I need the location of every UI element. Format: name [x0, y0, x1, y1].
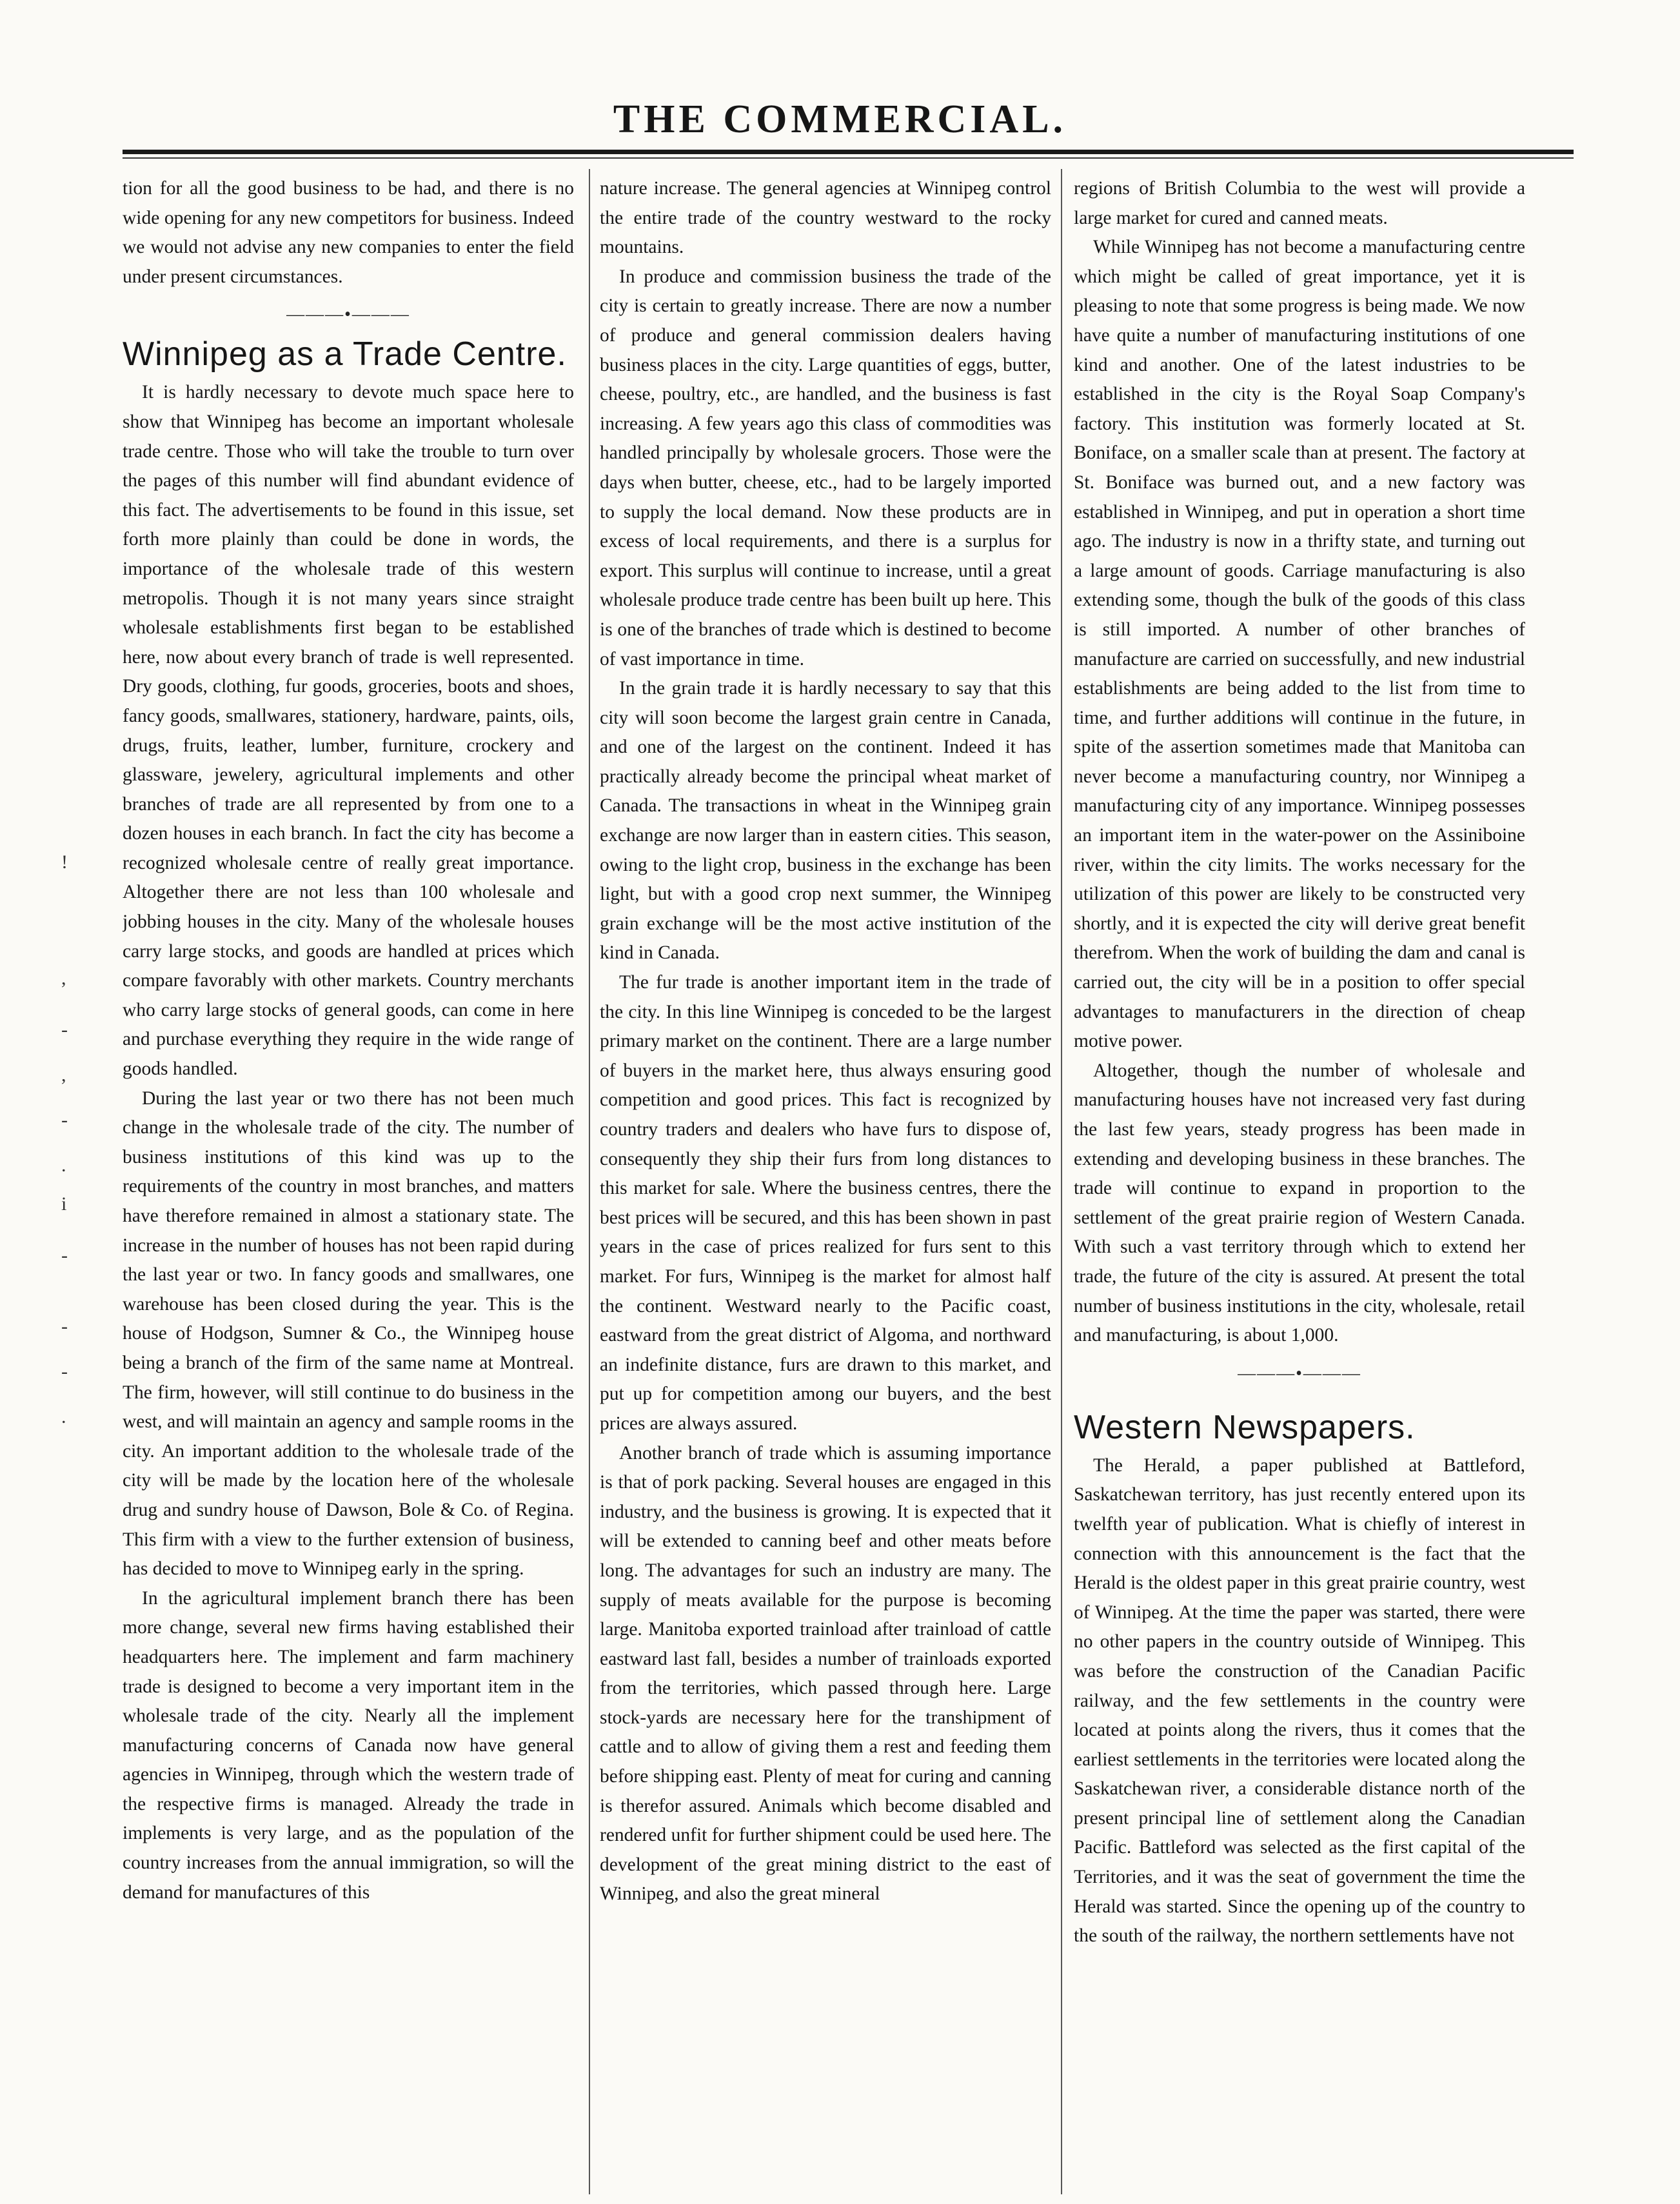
section-ornament: ———•———: [286, 304, 410, 325]
paragraph: nature increase. The general agencies at Winnipeg control the entire trade of the country westward to the rocky mountains.: [600, 178, 1051, 258]
paragraph: Altogether, though the number of wholesale and manufacturing houses have not increased very fast during the last few years, steady progress has been made in extending and developing business in these branches. The trade will continue to expand in proportion to the settlement of the great prairie region of Western Canada. With such a vast territory through which to extend her trade, the future of the city is assured. At present the total number of business institutions in the city, wholesale, retail and manufacturing, is about 1,000.: [1074, 1060, 1525, 1346]
paragraph: regions of British Columbia to the west will provide a large market for cured and canned meats.: [1074, 178, 1525, 228]
margin-mark: -: [61, 1245, 68, 1266]
masthead-rule-thin: [123, 157, 1574, 159]
section-ornament: ———•———: [1238, 1363, 1361, 1384]
margin-mark: -: [61, 1361, 68, 1382]
margin-mark: i: [61, 1193, 67, 1215]
article-heading: Western Newspapers.: [1074, 1408, 1416, 1446]
paragraph: During the last year or two there has not been much change in the wholesale trade of the city. The number of business institutions of this kind was up to the requirements of the country in most branches, and matters have therefore remained in almost a stationary state. The increase in the number of houses has not been rapid during the last year or two. In fancy goods and smallwares, one warehouse has been closed during the year. This is the house of Hodgson, Sumner & Co., the Winnipeg house being a branch of the firm of the same name at Montreal. The firm, however, will still continue to do business in the west, and will maintain an agency and sample rooms in the city. An important addition to the wholesale trade of the city will be made by the location here of the wholesale drug and sundry house of Dawson, Bole & Co. of Regina. This firm with a view to the further extension of business, has decided to move to Winnipeg early in the spring.: [123, 1087, 574, 1580]
paragraph: Another branch of trade which is assuming importance is that of pork packing. Several houses are engaged in this industry, and the business is growing. It is expected that it will be extended to canning beef and other meats before long. The advantages for such an industry are many. The supply of meats available for the purpose is becoming large. Manitoba exported trainload after trainload of cattle eastward last fall, besides a number of trainloads exported from the territories, which passed through here. Large stock-yards are necessary here for the transhipment of cattle and to allow of giving them a rest and feeding them before shipping east. Plenty of meat for curing and canning is therefor assured. Animals which become disabled and rendered unfit for further shipment could be used here. The development of the great mining district to the east of Winnipeg, and also the great mineral: [600, 1442, 1051, 1905]
column-divider-2: [1061, 169, 1062, 2194]
margin-mark: -: [61, 1019, 68, 1040]
margin-mark: -: [61, 1109, 68, 1131]
column-divider-1: [589, 169, 590, 2194]
paragraph: It is hardly necessary to devote much space here to show that Winnipeg has become an important wholesale trade centre. Those who will take the trouble to turn over the pages of this number will find abundant evidence of this fact. The advertisements to be found in this issue, set forth more plainly than could be done in words, the importance of the wholesale trade of this western metropolis. Though it is not many years since straight wholesale establishments first began to be established here, now about every branch of trade is well represented. Dry goods, clothing, fur goods, groceries, boots and shoes, fancy goods, smallwares, stationery, hardware, paints, oils, drugs, fruits, leather, lumber, furniture, crockery and glassware, jewelery, agricultural implements and other branches of trade are all represented by from one to a dozen houses in each branch. In fact the city has become a recognized wholesale centre of really great importance. Altogether there are not less than 100 wholesale and jobbing houses in the city. Many of the wholesale houses carry large stocks, and goods are handled at prices which compare favorably with other markets. Country merchants who carry large stocks of general goods, can come in here and purchase everything they require in the wide range of goods handled.: [123, 382, 574, 1080]
margin-mark: .: [61, 1155, 66, 1176]
margin-mark: !: [61, 851, 68, 873]
paragraph: While Winnipeg has not become a manufacturing centre which might be called of great importance, yet it is pleasing to note that some progress is being made. We now have quite a number of manufacturing institutions of one kind and another. One of the latest industries to be established in the city is the Royal Soap Company's factory. This institution was formerly located at St. Boniface, on a smaller scale than at present. The factory at St. Boniface was burned out, and a new factory was established in Winnipeg, and put in operation a short time ago. The industry is now in a thrifty state, and turning out a large amount of goods. Carriage manufacturing is also extending some, though the bulk of the goods of this class is still imported. A number of other branches of manufacture are carried on successfully, and new industrial establishments are being added to the list from time to time, and further additions will continue in the future, in spite of the assertion sometimes made that Manitoba can never become a manufacturing country, nor Winnipeg a manufacturing city of any importance. Winnipeg possesses an important item in the water-power on the Assiniboine river, within the city limits. The works necessary for the utilization of this power are likely to be constructed very shortly, and it is expected the city will derive great benefit therefrom. When the work of building the dam and canal is carried out, the city will be in a position to offer special advantages to manufacturers in the direction of cheap motive power.: [1074, 237, 1525, 1052]
paragraph: The Herald, a paper published at Battleford, Saskatchewan territory, has just recently entered upon its twelfth year of publication. What is chiefly of interest in connection with this announcement is the fact that the Herald is the oldest paper in this great prairie country, west of Winnipeg. At the time the paper was started, there were no other papers in the country outside of Winnipeg. This was before the construction of the Canadian Pacific railway, and the few settlements in the country were located at points along the rivers, thus it comes that the earliest settlements in the territories were located along the Saskatchewan river, a considerable distance north of the present principal line of settlement along the Canadian Pacific. Battleford was selected as the first capital of the Territories, and it was the seat of government the time the Herald was started. Since the opening up of the country to the south of the railway, the northern settlements have not: [1074, 1454, 1525, 1947]
margin-mark: ,: [61, 968, 66, 989]
margin-mark: -: [61, 1316, 68, 1337]
margin-mark: .: [61, 1406, 66, 1427]
masthead-title: THE COMMERCIAL.: [613, 97, 1067, 141]
column-3: [1074, 174, 1525, 2193]
paragraph: In the grain trade it is hardly necessary to say that this city will soon become the largest grain centre in Canada, and one of the largest on the continent. Indeed it has practically already become the principal wheat market of Canada. The transactions in wheat in the Winnipeg grain exchange are now larger than in eastern cities. This season, owing to the light crop, business in the exchange has been light, but with a good crop next summer, the Winnipeg grain exchange will be the most active institution of the kind in Canada.: [600, 678, 1051, 964]
article-heading: Winnipeg as a Trade Centre.: [123, 335, 567, 373]
paragraph: The fur trade is another important item in the trade of the city. In this line Winnipeg is conceded to be the largest primary market on the continent. There are a large number of buyers in the market here, thus always ensuring good competition and good prices. This fact is recognized by country traders and dealers who have furs to dispose of, consequently they ship their furs from long distances to this market for sale. Where the business centres, there the best prices will be secured, and this has been shown in past years in the case of prices realized for furs sent to this market. For furs, Winnipeg is the market for almost half the continent. Westward nearly to the Pacific coast, eastward from the great district of Algoma, and northward an indefinite distance, furs are drawn to this market, and put up for competition among our buyers, and the best prices are always assured.: [600, 972, 1051, 1434]
margin-mark: ,: [61, 1064, 66, 1086]
masthead-rule: [123, 150, 1574, 154]
paragraph: In produce and commission business the trade of the city is certain to greatly increase. There are now a number of produce and general commission dealers having business places in the city. Large quantities of eggs, butter, cheese, poultry, etc., are handled, and the business is fast increasing. A few years ago this class of commodities was handled principally by wholesale grocers. Those were the days when butter, cheese, etc., had to be largely imported to supply the local demand. Now these products are in excess of local requirements, and there is a surplus for export. This surplus will continue to increase, until a great wholesale produce trade centre has been built up here. This is one of the branches of trade which is destined to become of vast importance in time.: [600, 266, 1051, 670]
column-2: [600, 174, 1051, 2193]
column-1: [123, 174, 574, 2193]
paragraph: tion for all the good business to be had, and there is no wide opening for any new competitors for business. Indeed we would not advise any new companies to enter the field under present circumstances.: [123, 178, 574, 287]
paragraph: In the agricultural implement branch there has been more change, several new firms having established their headquarters here. The implement and farm machinery trade is designed to become a very important item in the wholesale trade of the city. Nearly all the implement manufacturing concerns of Canada now have general agencies in Winnipeg, through which the western trade of the respective firms is managed. Already the trade in implements is very large, and as the population of the country increases from the annual immigration, so will the demand for manufactures of this: [123, 1587, 574, 1903]
